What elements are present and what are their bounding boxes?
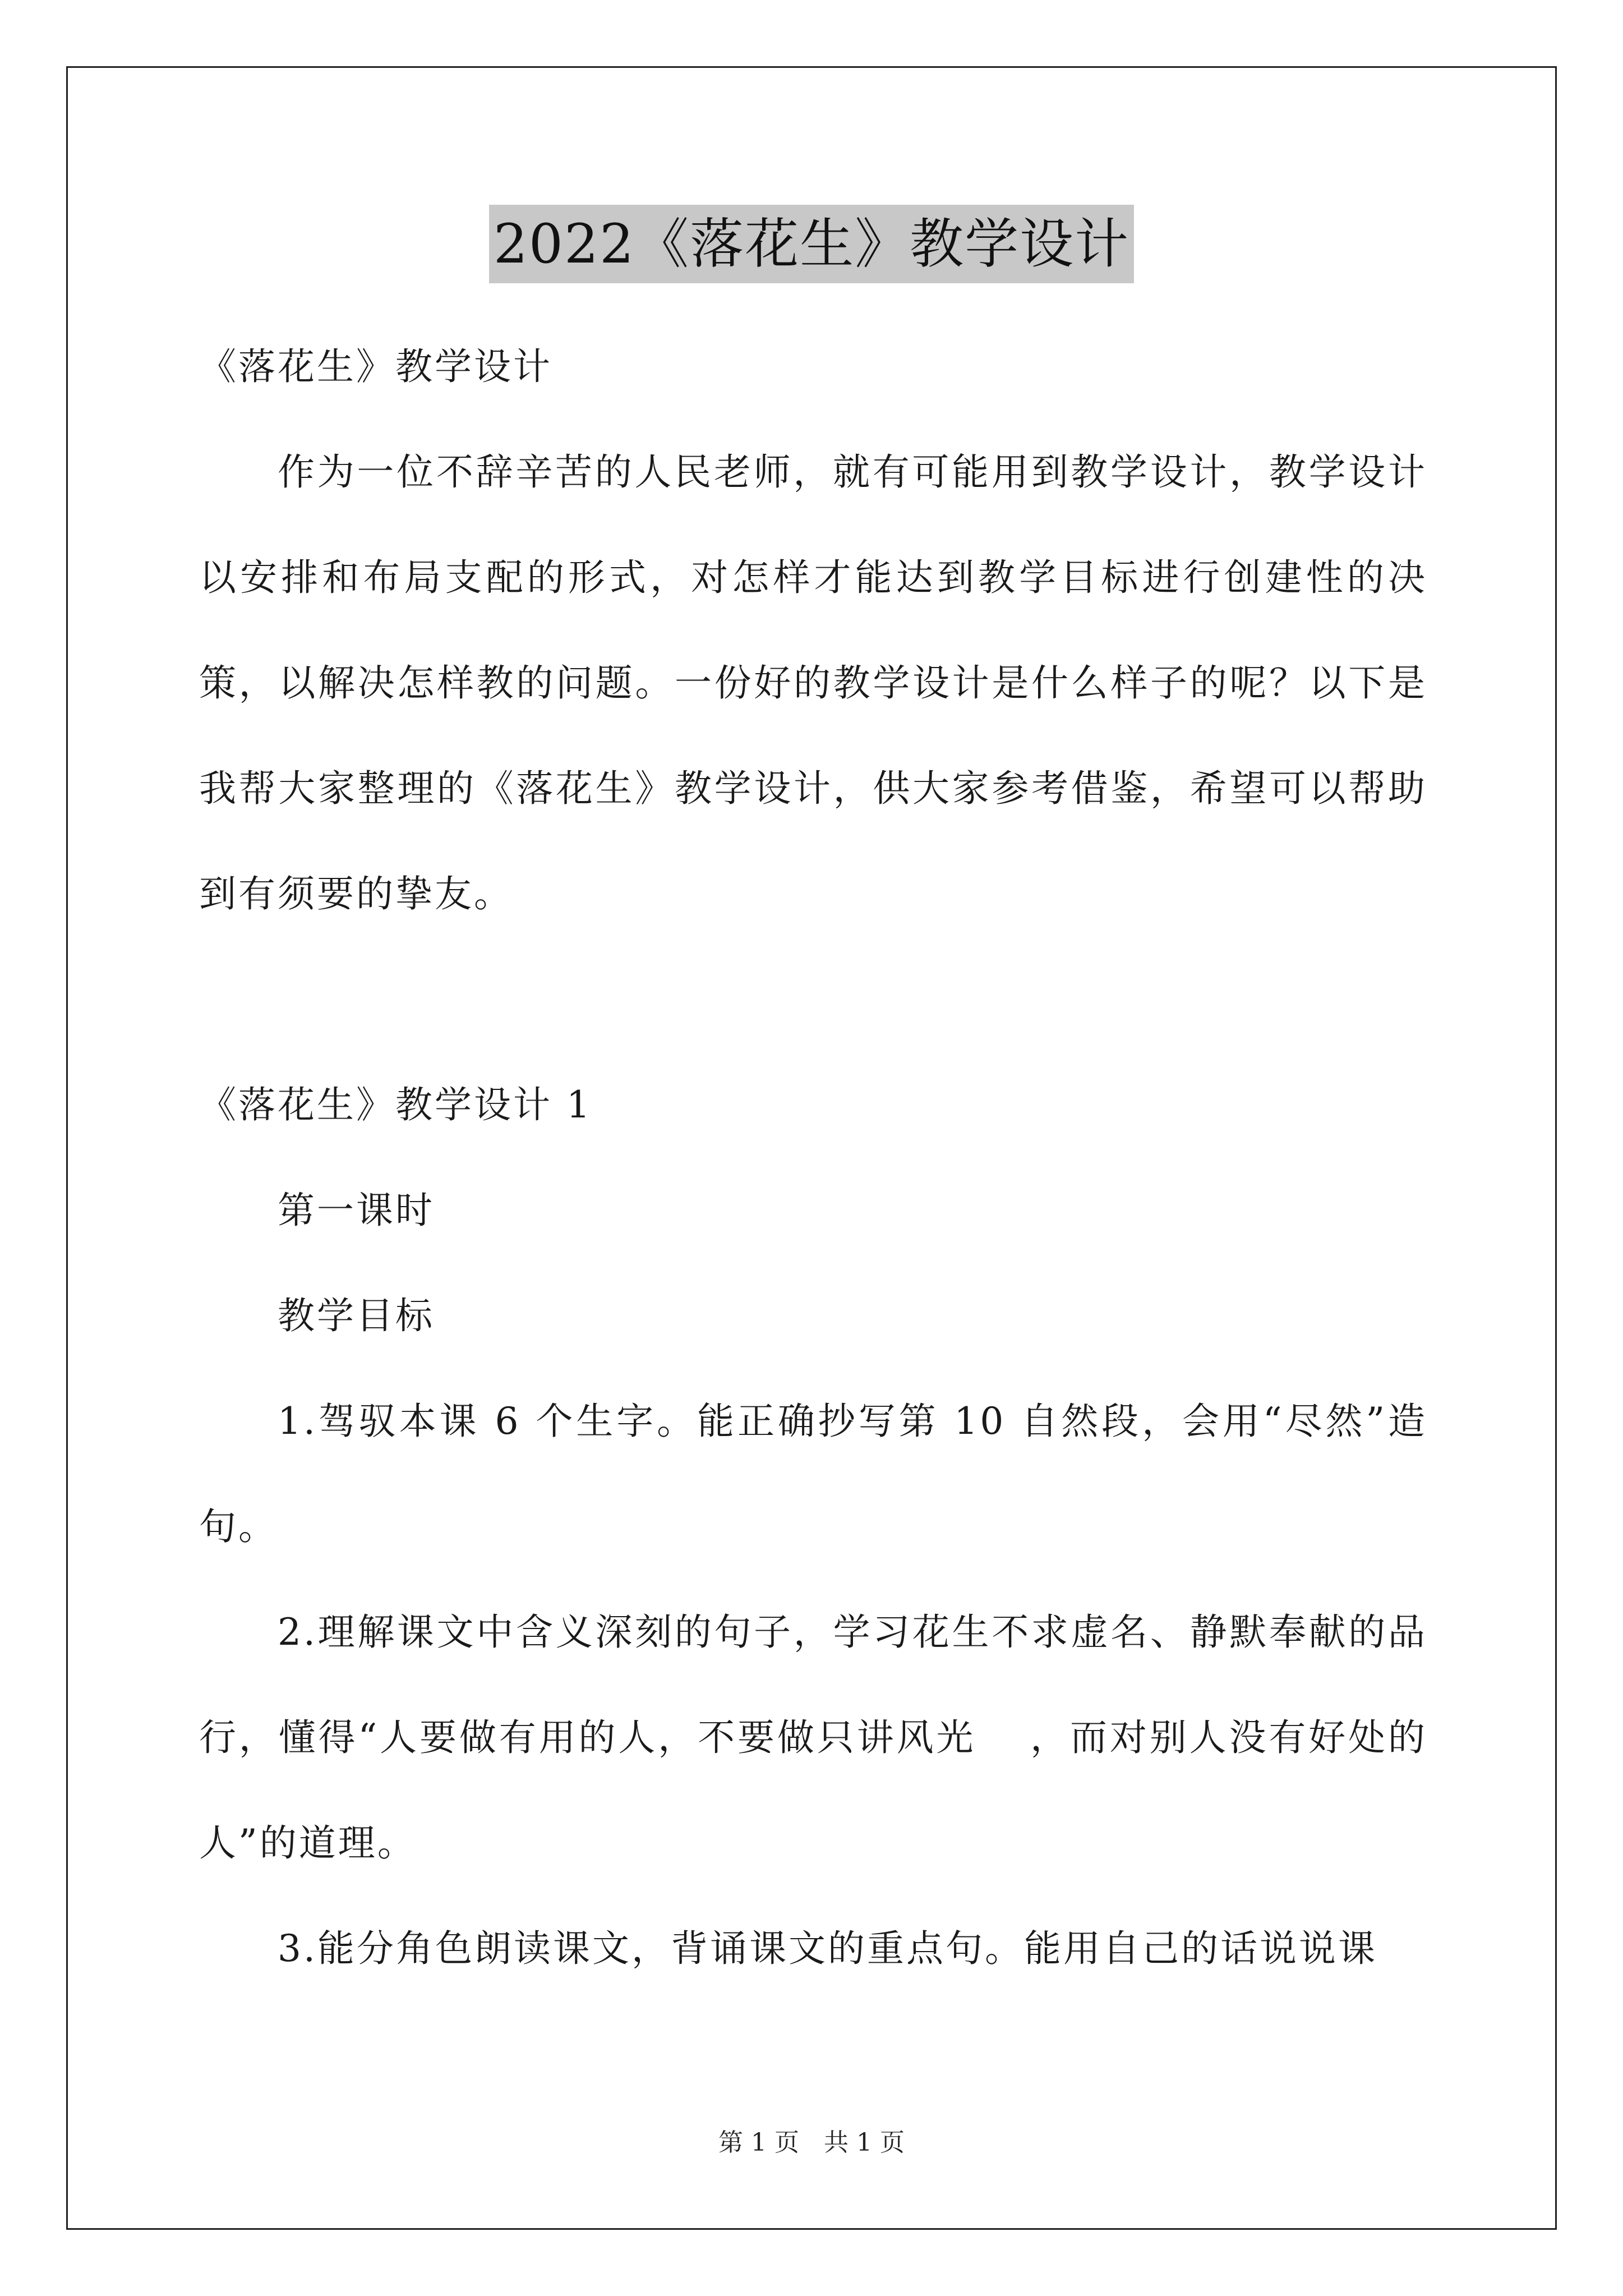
objective-item-1: 1.驾驭本课 6 个生字。能正确抄写第 10 自然段，会用“尽然”造句。 (199, 1400, 1427, 1548)
blank-line (199, 947, 1427, 1052)
objective-item-3: 3.能分角色朗读课文，背诵课文的重点句。能用自己的话说说课 (278, 1927, 1377, 1970)
page-footer: 第 1 页 共 1 页 (718, 2128, 905, 2157)
objectives-heading: 教学目标 (278, 1294, 435, 1337)
section-heading: 《落花生》教学设计 1 (199, 1083, 592, 1126)
title-container (0, 205, 1623, 283)
document-body (199, 314, 1427, 2001)
subtitle-paragraph: 《落花生》教学设计 (199, 345, 552, 388)
objective-item-2: 2.理解课文中含义深刻的句子，学习花生不求虚名、静默奉献的品行，懂得“人要做有用的人，不要做只讲风光 ，而对别人没有好处的人”的道理。 (199, 1611, 1427, 1865)
lesson-heading: 第一课时 (278, 1189, 435, 1232)
document-title: 2022《落花生》教学设计 (489, 205, 1134, 283)
intro-paragraph: 作为一位不辞辛苦的人民老师，就有可能用到教学设计，教学设计以安排和布局支配的形式，对怎样才能达到教学目标进行创建性的决策，以解决怎样教的问题。一份好的教学设计是什么样子的呢？以下是我帮大家整理的《落花生》教学设计，供大家参考借鉴，希望可以帮助到有须要的挚友。 (199, 450, 1427, 915)
